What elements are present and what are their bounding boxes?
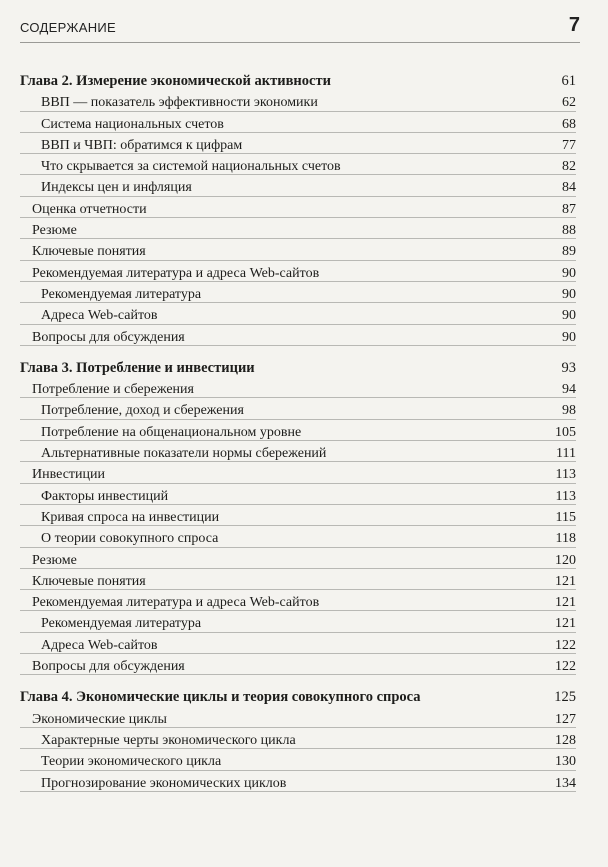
toc-entry-page: 77 bbox=[562, 137, 576, 153]
chapter-page: 125 bbox=[554, 689, 576, 706]
toc-entry bbox=[20, 751, 576, 772]
toc-entry-page: 115 bbox=[555, 509, 576, 525]
toc-entry-title: Система национальных счетов bbox=[41, 116, 224, 132]
toc-entry-page: 88 bbox=[562, 223, 576, 239]
toc-entry-title: ВВП — показатель эффективности экономики bbox=[41, 95, 318, 111]
entry-underline bbox=[20, 238, 576, 239]
toc-entry bbox=[20, 305, 576, 326]
toc-chapter bbox=[20, 687, 576, 793]
entry-underline bbox=[20, 461, 576, 462]
toc-entry-title: Что скрывается за системой национальных счетов bbox=[41, 159, 341, 175]
toc-chapter bbox=[20, 71, 576, 348]
entry-underline bbox=[20, 525, 576, 526]
toc-entry bbox=[20, 486, 576, 507]
toc-entry-page: 122 bbox=[555, 637, 576, 653]
toc-entry-title: Индексы цен и инфляция bbox=[41, 180, 192, 196]
toc-entry-title: Вопросы для обсуждения bbox=[32, 659, 185, 675]
toc-entry-page: 120 bbox=[555, 552, 576, 568]
toc-chapter bbox=[20, 358, 576, 677]
toc-entry-title: Прогнозирование экономических циклов bbox=[41, 775, 287, 791]
toc-entry bbox=[20, 709, 576, 730]
toc-entry-title: Потребление на общенациональном уровне bbox=[41, 424, 302, 440]
entry-underline bbox=[20, 504, 576, 505]
chapter-page: 61 bbox=[561, 73, 576, 89]
toc-entry-page: 87 bbox=[562, 201, 576, 217]
entry-underline bbox=[20, 260, 576, 261]
toc-entry-page: 118 bbox=[555, 531, 576, 547]
toc-entry-title: Потребление, доход и сбережения bbox=[41, 403, 244, 419]
toc-entry-page: 89 bbox=[562, 244, 576, 260]
toc-entry-page: 122 bbox=[555, 659, 576, 675]
entry-underline bbox=[20, 111, 576, 112]
toc-entry-page: 90 bbox=[562, 308, 576, 324]
toc-entry-page: 121 bbox=[555, 616, 576, 632]
toc-entry bbox=[20, 571, 576, 592]
toc-entry-title: Потребление и сбережения bbox=[32, 382, 194, 398]
chapter-title: Глава 2. Измерение экономической активности bbox=[20, 73, 331, 89]
entry-underline bbox=[20, 791, 576, 792]
toc-entry bbox=[20, 464, 576, 485]
toc-entry-title: Резюме bbox=[32, 552, 77, 568]
toc-entry bbox=[20, 114, 576, 135]
toc-entry bbox=[20, 507, 576, 528]
entry-underline bbox=[20, 568, 576, 569]
toc-entry-title: Характерные черты экономического цикла bbox=[41, 732, 296, 748]
toc-entry-page: 82 bbox=[562, 159, 576, 175]
running-header bbox=[20, 16, 580, 43]
toc-entry bbox=[20, 220, 576, 241]
toc-entry bbox=[20, 135, 576, 156]
chapter-title: Глава 3. Потребление и инвестиции bbox=[20, 359, 255, 376]
toc-entry-title: Вопросы для обсуждения bbox=[32, 329, 185, 345]
toc-entry bbox=[20, 199, 576, 220]
toc-entry bbox=[20, 422, 576, 443]
toc-entry-title: Факторы инвестиций bbox=[41, 488, 169, 504]
entry-underline bbox=[20, 770, 576, 771]
toc-entry bbox=[20, 327, 576, 348]
entry-underline bbox=[20, 397, 576, 398]
entry-underline bbox=[20, 547, 576, 548]
toc-entry-page: 98 bbox=[562, 403, 576, 419]
toc-entry bbox=[20, 528, 576, 549]
entry-underline bbox=[20, 419, 576, 420]
toc-entry-page: 111 bbox=[556, 446, 576, 462]
entry-underline bbox=[20, 589, 576, 590]
toc-entry bbox=[20, 656, 576, 677]
toc-entry-page: 90 bbox=[562, 286, 576, 302]
toc-entry-title: Рекомендуемая литература и адреса Web-сайтов bbox=[32, 265, 320, 281]
toc-entry bbox=[20, 177, 576, 198]
chapter-heading bbox=[20, 687, 576, 708]
toc-entry-page: 113 bbox=[555, 467, 576, 483]
entry-underline bbox=[20, 610, 576, 611]
entry-underline bbox=[20, 302, 576, 303]
toc-entry-page: 84 bbox=[562, 180, 576, 196]
toc-entry-title: Адреса Web-сайтов bbox=[41, 308, 158, 324]
toc-entry-page: 68 bbox=[562, 116, 576, 132]
toc-entry-page: 127 bbox=[555, 711, 576, 727]
toc-entry-title: Альтернативные показатели нормы сбережений bbox=[41, 446, 327, 462]
toc-entry bbox=[20, 550, 576, 571]
entry-underline bbox=[20, 153, 576, 154]
toc-entry-page: 121 bbox=[555, 573, 576, 589]
toc-entry-page: 113 bbox=[555, 488, 576, 504]
entry-underline bbox=[20, 345, 576, 346]
toc-entry-page: 134 bbox=[555, 775, 576, 791]
toc-entry-title: ВВП и ЧВП: обратимся к цифрам bbox=[41, 137, 243, 153]
chapter-heading bbox=[20, 71, 576, 92]
header-title: СОДЕРЖАНИЕ bbox=[20, 20, 117, 35]
toc-entry-title: Резюме bbox=[32, 223, 77, 239]
toc-entry-page: 90 bbox=[562, 265, 576, 281]
toc-entry bbox=[20, 263, 576, 284]
toc-entry bbox=[20, 92, 576, 113]
toc-entry bbox=[20, 241, 576, 262]
toc-entry-title: Ключевые понятия bbox=[32, 573, 146, 589]
toc-entry bbox=[20, 592, 576, 613]
toc-entry-page: 94 bbox=[562, 382, 576, 398]
entry-underline bbox=[20, 440, 576, 441]
entry-underline bbox=[20, 748, 576, 749]
toc-entry-title: Инвестиции bbox=[32, 467, 105, 483]
toc-entry bbox=[20, 443, 576, 464]
toc-entry-title: Теории экономического цикла bbox=[41, 754, 222, 770]
chapter-title: Глава 4. Экономические циклы и теория совокупного спроса bbox=[20, 689, 421, 706]
page-number: 7 bbox=[568, 14, 580, 36]
toc-entry bbox=[20, 773, 576, 794]
entry-underline bbox=[20, 483, 576, 484]
entry-underline bbox=[20, 174, 576, 175]
chapter-heading bbox=[20, 358, 576, 379]
toc-entry-page: 105 bbox=[555, 424, 576, 440]
toc-entry-page: 62 bbox=[562, 95, 576, 111]
toc-entry-title: Ключевые понятия bbox=[32, 244, 146, 260]
entry-underline bbox=[20, 196, 576, 197]
toc-entry bbox=[20, 284, 576, 305]
toc-entry-page: 128 bbox=[555, 732, 576, 748]
entry-underline bbox=[20, 653, 576, 654]
toc-entry-title: Кривая спроса на инвестиции bbox=[41, 509, 220, 525]
toc-entry-page: 90 bbox=[562, 329, 576, 345]
entry-underline bbox=[20, 727, 576, 728]
toc-entry bbox=[20, 156, 576, 177]
toc-entry-title: Рекомендуемая литература bbox=[41, 616, 202, 632]
toc-entry-title: Экономические циклы bbox=[32, 711, 167, 727]
toc-entry-title: Адреса Web-сайтов bbox=[41, 637, 158, 653]
toc-entry-title: Рекомендуемая литература и адреса Web-сайтов bbox=[32, 595, 320, 611]
entry-underline bbox=[20, 674, 576, 675]
toc-entry bbox=[20, 730, 576, 751]
table-of-contents bbox=[20, 71, 576, 804]
toc-entry bbox=[20, 613, 576, 634]
toc-entry-title: О теории совокупного спроса bbox=[41, 531, 219, 547]
toc-entry bbox=[20, 379, 576, 400]
entry-underline bbox=[20, 632, 576, 633]
toc-entry-title: Рекомендуемая литература bbox=[41, 286, 202, 302]
toc-entry-page: 121 bbox=[555, 595, 576, 611]
chapter-page: 93 bbox=[561, 359, 576, 376]
toc-entry-page: 130 bbox=[555, 754, 576, 770]
entry-underline bbox=[20, 132, 576, 133]
entry-underline bbox=[20, 281, 576, 282]
toc-entry bbox=[20, 400, 576, 421]
toc-entry-title: Оценка отчетности bbox=[32, 201, 147, 217]
entry-underline bbox=[20, 217, 576, 218]
entry-underline bbox=[20, 324, 576, 325]
toc-entry bbox=[20, 635, 576, 656]
